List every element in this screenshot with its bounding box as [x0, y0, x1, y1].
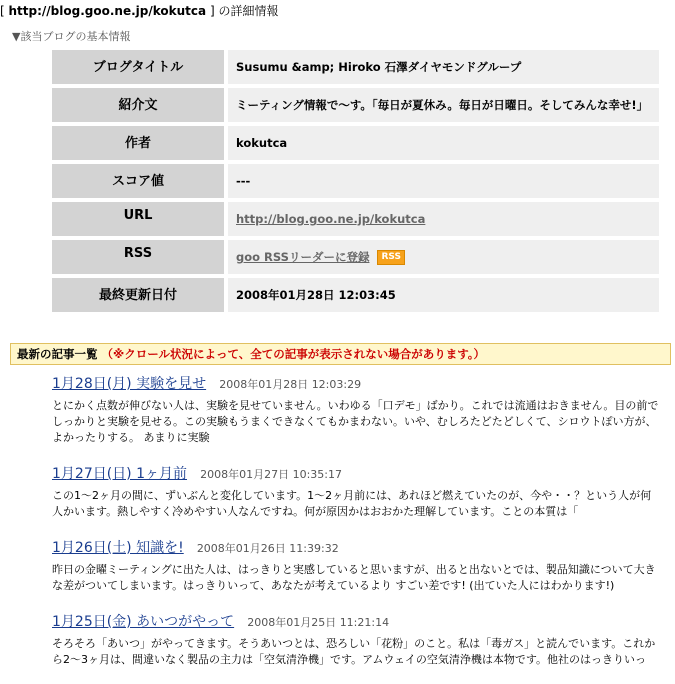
latest-articles-title: 最新の記事一覧: [17, 347, 98, 361]
article-item: [52, 536, 662, 594]
info-label: 最終更新日付: [52, 278, 224, 312]
article-excerpt: そろそろ「あいつ」がやってきます。そうあいつとは、恐ろしい「花粉」のこと。私は「毒ガス」と読んでいます。これから2～3ヶ月は、間違いなく製品の主力は「空気清浄機」です。アムウェイの空気清浄機は本物です。他社のはっきりいっ: [52, 637, 656, 666]
info-row-last-updated: [52, 278, 659, 312]
article-title-link[interactable]: 1月28日(月) 実験を見せ: [52, 376, 207, 392]
info-label: 作者: [52, 126, 224, 160]
article-excerpt: 昨日の金曜ミーティングに出た人は、はっきりと実感していると思いますが、出ると出ないとでは、製品知識について大きな差がついてしまいます。はっきりいって、あなたが考えているより すごい差です! (出ていた人にはわかります!): [52, 563, 656, 592]
page-header: [0, 2, 278, 20]
info-label: RSS: [52, 240, 224, 274]
article-item: [52, 372, 662, 446]
info-value-cell: [228, 240, 659, 274]
article-excerpt: とにかく点数が伸びない人は、実験を見せていません。いわゆる「口デモ」ばかり。これでは流通はおきません。目の前でしっかりと実験を見せる。この実験もうまくできなくてもかまわない。いや、むしろたどたどしくて、シロウトぽい方が、よかったりする。 あまりに実験: [52, 399, 659, 444]
article-item: [52, 610, 662, 668]
article-title-link[interactable]: 1月27日(日) 1ヶ月前: [52, 466, 188, 482]
info-row-description: [52, 88, 659, 122]
rss-register-link[interactable]: goo RSSリーダーに登録: [236, 250, 370, 264]
info-row-rss: [52, 240, 659, 274]
info-label: ブログタイトル: [52, 50, 224, 84]
header-open-bracket: [: [0, 4, 5, 18]
article-title-link[interactable]: 1月26日(土) 知識を!: [52, 540, 184, 556]
header-blog-url: http://blog.goo.ne.jp/kokutca: [8, 4, 207, 18]
info-value: 2008年01月28日 12:03:45: [228, 278, 659, 312]
rss-icon[interactable]: RSS: [377, 250, 405, 265]
info-value: Susumu &amp; Hiroko 石澤ダイヤモンドグループ: [228, 50, 659, 84]
article-date: 2008年01月27日 10:35:17: [200, 468, 342, 481]
info-row-url: [52, 202, 659, 236]
info-row-author: [52, 126, 659, 160]
info-value: kokutca: [228, 126, 659, 160]
blog-url-link[interactable]: http://blog.goo.ne.jp/kokutca: [236, 212, 426, 226]
article-list: [52, 372, 662, 684]
header-suffix: ] の詳細情報: [209, 4, 279, 18]
info-label: 紹介文: [52, 88, 224, 122]
article-date: 2008年01月28日 12:03:29: [219, 378, 362, 391]
article-date: 2008年01月26日 11:39:32: [196, 542, 339, 555]
info-value-cell: [228, 202, 659, 236]
info-label: URL: [52, 202, 224, 236]
article-title-link[interactable]: 1月25日(金) あいつがやって: [52, 614, 235, 630]
latest-articles-header: [10, 343, 671, 365]
article-excerpt: この1～2ヶ月の間に、ずいぶんと変化しています。1～2ヶ月前には、あれほど燃えていたのが、今や・・？という人が何人かいます。熱しやすく冷めやすい人なんですね。何が原因かはおおかた理解しています。ことの本質は「: [52, 489, 652, 518]
section-title: ▼該当ブログの基本情報: [12, 30, 131, 43]
info-value: ミーティング情報で～す。「毎日が夏休み。毎日が日曜日。そしてみんな幸せ!」: [228, 88, 659, 122]
info-value: ---: [228, 164, 659, 198]
info-row-score: [52, 164, 659, 198]
article-date: 2008年01月25日 11:21:14: [247, 616, 390, 629]
info-row-title: [52, 50, 659, 84]
article-item: [52, 462, 662, 520]
latest-articles-note: （※クロール状況によって、全ての記事が表示されない場合があります。）: [101, 347, 486, 361]
blog-info-table: [52, 50, 659, 316]
info-label: スコア値: [52, 164, 224, 198]
